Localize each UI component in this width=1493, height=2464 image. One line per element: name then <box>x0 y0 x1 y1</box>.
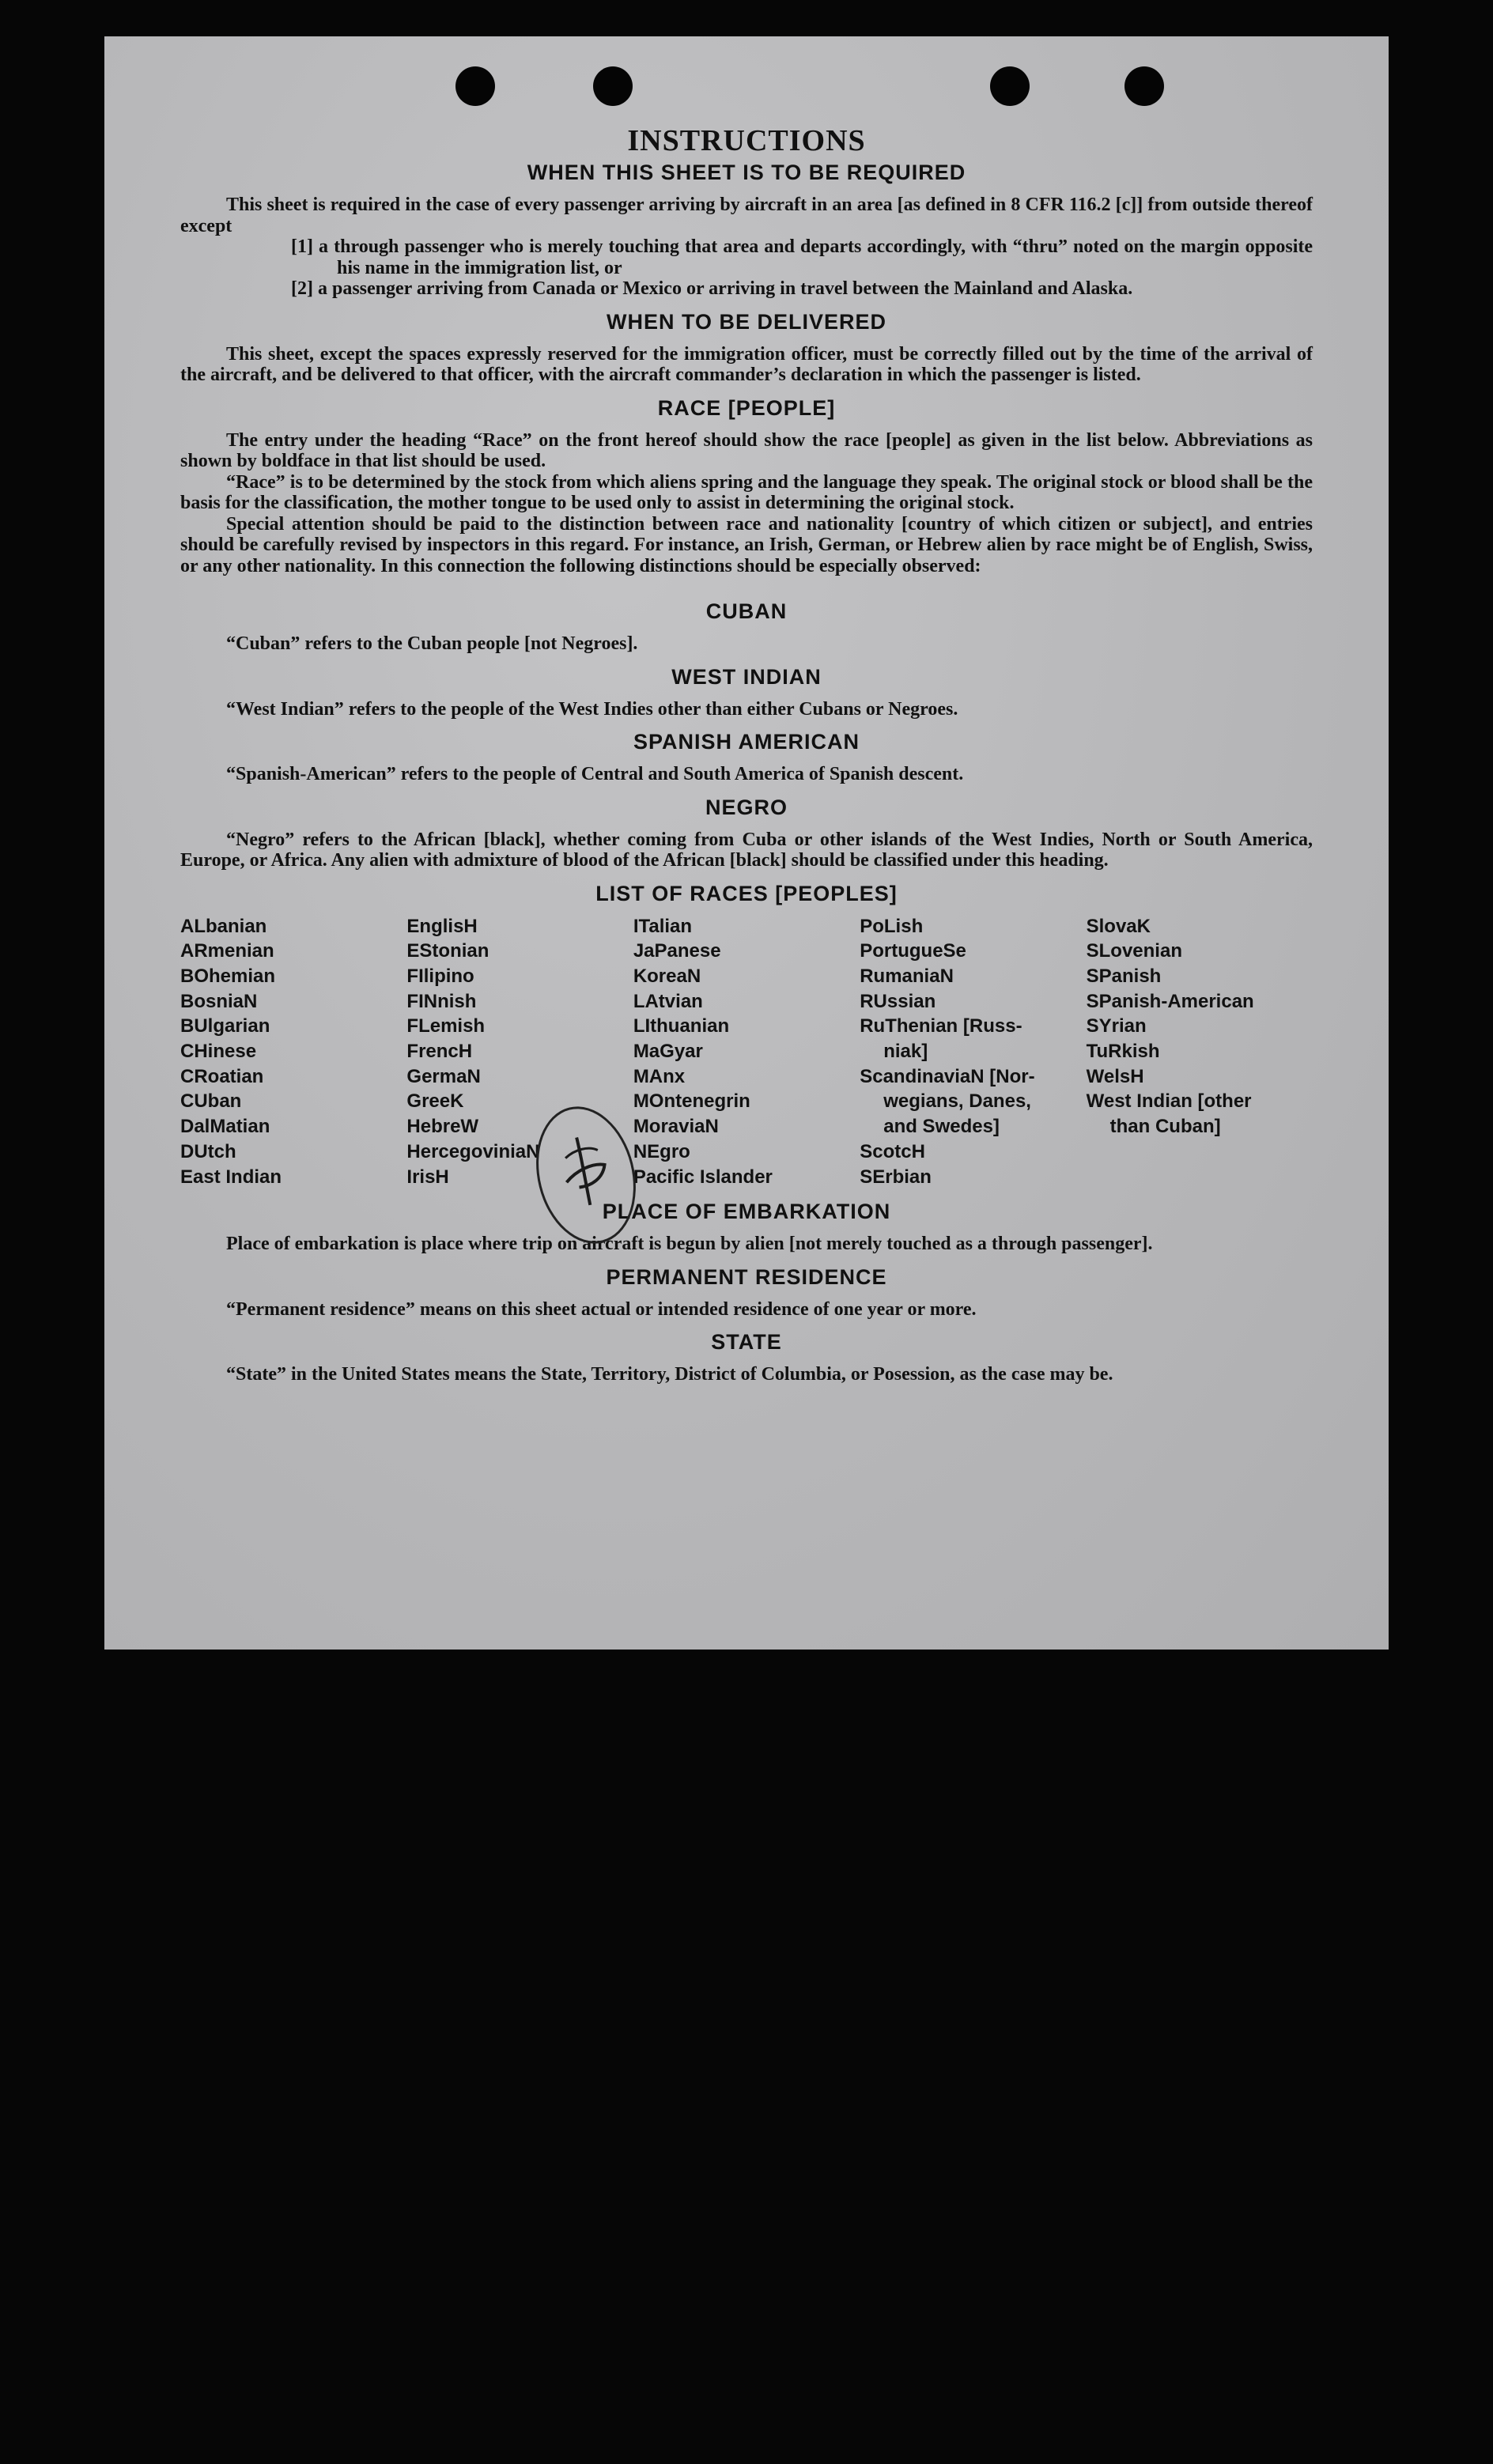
heading-delivered: WHEN TO BE DELIVERED <box>606 309 887 334</box>
race-item: IrisH <box>406 1166 449 1188</box>
instruction-sheet <box>104 36 1389 1650</box>
race-item: TuRkish <box>1086 1041 1160 1063</box>
race-item: HercegoviniaN <box>406 1140 540 1162</box>
race-item: RUssian <box>860 990 936 1012</box>
race-paragraph-2: “Race” is to be determined by the stock from which aliens spring and the language they speak. The original stock or blood shall be the basis for the classification, the mother tongue to be used only to assist in determining the original stock. <box>180 471 1313 513</box>
heading-list-of-races: LIST OF RACES [PEOPLES] <box>595 881 898 905</box>
race-item: LAtvian <box>633 990 703 1012</box>
race-item: MoraviaN <box>633 1116 719 1138</box>
negro-text: “Negro” refers to the African [black], whether coming from Cuba or other islands of the West Indies, North or South America, Europe, or Africa. Any alien with admixture of blood of the African [black] should be classified under this heading. <box>180 829 1313 871</box>
race-paragraph-3: Special attention should be paid to the distinction between race and nationality [country of which citizen or subject], and entries should be carefully revised by inspectors in this regard. For instance, an Irish, German, or Hebrew alien by race might be of English, Swiss, or any other nationality. In this connection the following distinctions should be especially observed: <box>180 513 1313 576</box>
race-item: EnglisH <box>406 915 478 937</box>
race-item: GreeK <box>406 1090 464 1113</box>
race-item: ScotcH <box>860 1140 925 1162</box>
heading-west-indian: WEST INDIAN <box>671 664 822 689</box>
heading-cuban: CUBAN <box>705 599 788 623</box>
race-item: KoreaN <box>633 965 701 987</box>
race-item: FLemish <box>406 1015 486 1037</box>
race-item: JaPanese <box>633 940 721 962</box>
punch-hole-icon <box>990 66 1030 106</box>
race-item: CHinese <box>180 1041 257 1063</box>
race-item: niak] <box>883 1041 928 1063</box>
race-item: PoLish <box>860 915 924 937</box>
heading-spanish-american: SPANISH AMERICAN <box>633 730 860 754</box>
race-item: SPanish <box>1086 965 1162 987</box>
punch-hole-icon <box>593 66 633 106</box>
race-column <box>860 914 1086 1190</box>
page-title: INSTRUCTIONS <box>627 124 866 157</box>
race-item: NEgro <box>633 1140 690 1162</box>
required-item-2: [2] a passenger arriving from Canada or Mexico or arriving in travel between the Mainland and Alaska. <box>291 278 1133 299</box>
required-item-1: [1] a through passenger who is merely touching that area and departs accordingly, with “thru” noted on the margin opposite his name in the immigration list, or <box>291 236 1313 278</box>
required-intro: This sheet is required in the case of every passenger arriving by aircraft in an area [as defined in 8 CFR 116.2 [c]] from outside thereof except <box>180 195 1313 236</box>
race-item: SYrian <box>1086 1015 1147 1037</box>
race-item: Pacific Islander <box>633 1166 773 1188</box>
document-body <box>180 123 1313 1385</box>
heading-race: RACE [PEOPLE] <box>657 395 836 420</box>
race-item: MaGyar <box>633 1041 703 1063</box>
race-item: DalMatian <box>180 1116 270 1138</box>
west-indian-text: “West Indian” refers to the people of the West Indies other than either Cubans or Negroes. <box>226 698 958 720</box>
race-item: BUlgarian <box>180 1015 270 1037</box>
race-item: LIthuanian <box>633 1015 730 1037</box>
race-item: HebreW <box>406 1116 479 1138</box>
race-item: DUtch <box>180 1140 236 1162</box>
race-item: MAnx <box>633 1065 686 1087</box>
heading-negro: NEGRO <box>705 795 788 819</box>
race-item: East Indian <box>180 1166 282 1188</box>
race-item: RuThenian [Russ- <box>860 1015 1022 1037</box>
race-paragraph-1: The entry under the heading “Race” on the front hereof should show the race [people] as given in the list below. Abbreviations as shown by boldface in that list should be used. <box>180 429 1313 471</box>
heading-embarkation: PLACE OF EMBARKATION <box>602 1200 891 1224</box>
residence-text: “Permanent residence” means on this sheet actual or intended residence of one year or more. <box>226 1298 977 1320</box>
race-item: FINnish <box>406 990 477 1012</box>
race-item: FIlipino <box>406 965 474 987</box>
race-item: and Swedes] <box>883 1116 1000 1138</box>
race-column <box>1087 914 1313 1190</box>
race-item: ScandinaviaN [Nor- <box>860 1065 1035 1087</box>
race-item: CUban <box>180 1090 242 1113</box>
race-item: SlovaK <box>1086 915 1151 937</box>
race-item: BosniaN <box>180 990 258 1012</box>
race-item: ALbanian <box>180 915 267 937</box>
race-item: RumaniaN <box>860 965 954 987</box>
race-item: ITalian <box>633 915 693 937</box>
race-item: West Indian [other <box>1086 1090 1252 1113</box>
race-item: than Cuban] <box>1109 1116 1221 1138</box>
race-item: MOntenegrin <box>633 1090 750 1113</box>
delivered-text: This sheet, except the spaces expressly reserved for the immigration officer, must be correctly filled out by the time of the arrival of the aircraft, and be delivered to that officer, with the aircraft commander’s declaration in which the passenger is listed. <box>180 343 1313 385</box>
embarkation-text: Place of embarkation is place where trip on aircraft is begun by alien [not merely touched as a through passenger]. <box>226 1234 1153 1255</box>
race-item: ARmenian <box>180 940 274 962</box>
race-column <box>633 914 860 1190</box>
race-item: SErbian <box>860 1166 932 1188</box>
spanish-american-text: “Spanish-American” refers to the people of Central and South America of Spanish descent. <box>226 764 964 784</box>
race-column <box>180 914 406 1190</box>
race-item: WelsH <box>1086 1065 1144 1087</box>
race-item: EStonian <box>406 940 489 962</box>
race-item: SLovenian <box>1086 940 1182 962</box>
heading-state: STATE <box>711 1330 782 1355</box>
race-list <box>180 914 1313 1190</box>
cuban-text: “Cuban” refers to the Cuban people [not Negroes]. <box>226 633 638 654</box>
race-item: SPanish-American <box>1086 990 1254 1012</box>
race-item: PortugueSe <box>860 940 966 962</box>
heading-required: WHEN THIS SHEET IS TO BE REQUIRED <box>527 161 966 184</box>
punch-hole-icon <box>455 66 495 106</box>
punch-hole-icon <box>1124 66 1164 106</box>
race-item: wegians, Danes, <box>883 1090 1031 1113</box>
race-item: CRoatian <box>180 1065 264 1087</box>
state-text: “State” in the United States means the State, Territory, District of Columbia, or Posession, as the case may be. <box>226 1364 1113 1385</box>
heading-residence: PERMANENT RESIDENCE <box>606 1264 887 1289</box>
race-item: FrencH <box>406 1041 473 1063</box>
race-item: GermaN <box>406 1065 481 1087</box>
race-item: BOhemian <box>180 965 276 987</box>
